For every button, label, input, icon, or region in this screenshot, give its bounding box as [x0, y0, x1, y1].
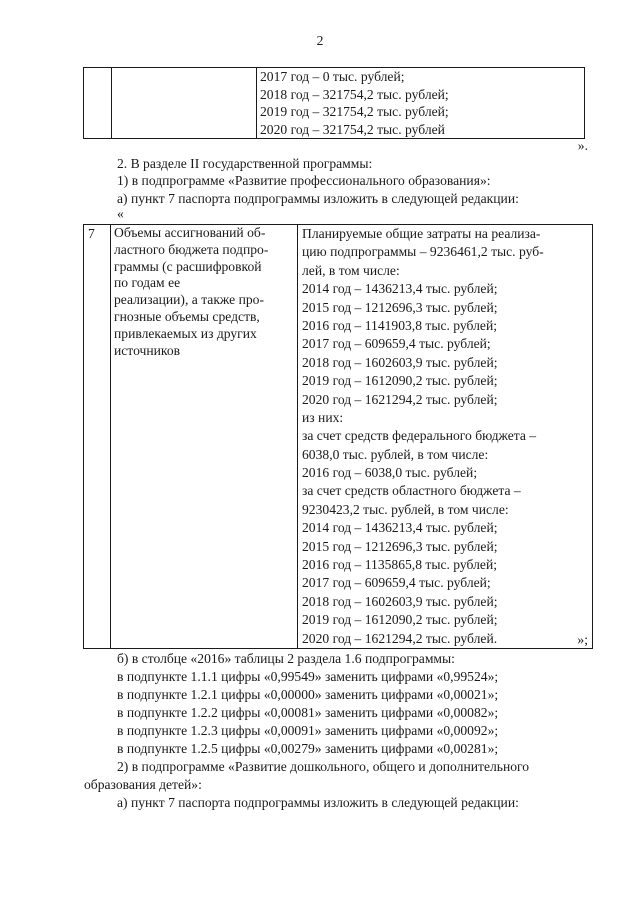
page-number: 2: [316, 33, 324, 48]
passport-value-line: Планируемые общие затраты на реализа-: [302, 226, 541, 241]
passport-value-line: 2020 год – 1621294,2 тыс. рублей.: [302, 630, 498, 646]
passport-value-line: 9230423,2 тыс. рублей, в том числе:: [302, 501, 509, 517]
closing-quote: »;: [577, 632, 588, 647]
passport-value-line: 2017 год – 609659,4 тыс. рублей;: [302, 336, 491, 352]
replacement-line: в подпункте 1.2.1 цифры «0,00000» заменить цифрами «0,00021»;: [117, 687, 499, 702]
passport-value-line: 2019 год – 1612090,2 тыс. рублей;: [302, 612, 498, 628]
passport-value-line: за счет средств федерального бюджета –: [302, 428, 537, 444]
paragraph-item-a: а) пункт 7 паспорта подпрограммы изложить в следующей редакции:: [117, 191, 519, 206]
paragraph-subprogram-2-cont: образования детей»:: [84, 777, 202, 792]
passport-label-line: граммы (с расшифровкой: [114, 258, 262, 274]
passport-item-number: 7: [88, 226, 95, 241]
top-table-line: 2019 год – 321754,2 тыс. рублей;: [260, 104, 449, 119]
passport-label-line: источников: [114, 342, 181, 358]
passport-value-line: 2016 год – 1135865,8 тыс. рублей;: [302, 557, 497, 573]
closing-quote: ».: [577, 138, 588, 153]
paragraph-item-a-2: а) пункт 7 паспорта подпрограммы изложить в следующей редакции:: [117, 795, 519, 810]
passport-label-line: привлекаемых из других: [114, 325, 257, 341]
replacement-line: в подпункте 1.2.3 цифры «0,00091» заменить цифрами «0,00092»;: [117, 723, 499, 738]
opening-quote: «: [117, 206, 124, 221]
top-table-fragment: [83, 67, 585, 139]
passport-value-line: 2018 год – 1602603,9 тыс. рублей;: [302, 354, 498, 370]
passport-value-line: цию подпрограммы – 9236461,2 тыс. руб-: [302, 244, 544, 260]
passport-label-line: Объемы ассигнований об-: [114, 225, 266, 240]
top-table-line: 2020 год – 321754,2 тыс. рублей: [260, 121, 445, 137]
passport-value-line: 2014 год – 1436213,4 тыс. рублей;: [302, 281, 498, 297]
passport-label-line: по годам ее: [114, 275, 181, 291]
passport-value-line: 2018 год – 1602603,9 тыс. рублей;: [302, 593, 498, 609]
passport-label-line: реализации), а также про-: [114, 292, 264, 308]
paragraph-item-b: б) в столбце «2016» таблицы 2 раздела 1.6 подпрограммы:: [117, 651, 455, 666]
passport-number-cell: [84, 225, 111, 649]
passport-value-line: 2014 год – 1436213,4 тыс. рублей;: [302, 520, 498, 536]
passport-label-line: ластного бюджета подпро-: [114, 241, 269, 257]
passport-value-line: 2015 год – 1212696,3 тыс. рублей;: [302, 299, 498, 315]
top-table-number-cell: [84, 68, 112, 139]
passport-value-line: 2015 год – 1212696,3 тыс. рублей;: [302, 538, 498, 554]
passport-value-cell: [298, 225, 593, 649]
paragraph-section-2: 2. В разделе II государственной программы:: [117, 156, 373, 171]
passport-value-line: 2019 год – 1612090,2 тыс. рублей;: [302, 373, 498, 389]
passport-value-line: за счет средств областного бюджета –: [302, 483, 521, 499]
paragraph-subprogram-2: 2) в подпрограмме «Развитие дошкольного, общего и дополнительного: [117, 759, 530, 774]
passport-value-line: 2020 год – 1621294,2 тыс. рублей;: [302, 391, 498, 407]
passport-value-line: 2016 год – 1141903,8 тыс. рублей;: [302, 317, 497, 333]
top-table-line: 2017 год – 0 тыс. рублей;: [260, 69, 405, 84]
passport-value-line: 6038,0 тыс. рублей, в том числе:: [302, 446, 489, 462]
passport-value-line: из них:: [302, 409, 344, 425]
passport-value-line: лей, в том числе:: [302, 262, 400, 278]
top-table-value-cell: [257, 68, 585, 139]
replacement-line: в подпункте 1.2.5 цифры «0,00279» заменить цифрами «0,00281»;: [117, 741, 499, 756]
replacement-line: в подпункте 1.2.2 цифры «0,00081» заменить цифрами «0,00082»;: [117, 705, 499, 720]
passport-label-line: гнозные объемы средств,: [114, 308, 260, 324]
passport-label-cell: [111, 225, 298, 649]
top-table-label-cell: [112, 68, 257, 139]
passport-table: [83, 224, 593, 649]
paragraph-subprogram-1: 1) в подпрограмме «Развитие профессионального образования»:: [117, 173, 491, 188]
top-table-line: 2018 год – 321754,2 тыс. рублей;: [260, 86, 449, 102]
passport-value-line: 2016 год – 6038,0 тыс. рублей;: [302, 465, 478, 481]
passport-value-line: 2017 год – 609659,4 тыс. рублей;: [302, 575, 491, 591]
replacement-line: в подпункте 1.1.1 цифры «0,99549» заменить цифрами «0,99524»;: [117, 669, 499, 684]
